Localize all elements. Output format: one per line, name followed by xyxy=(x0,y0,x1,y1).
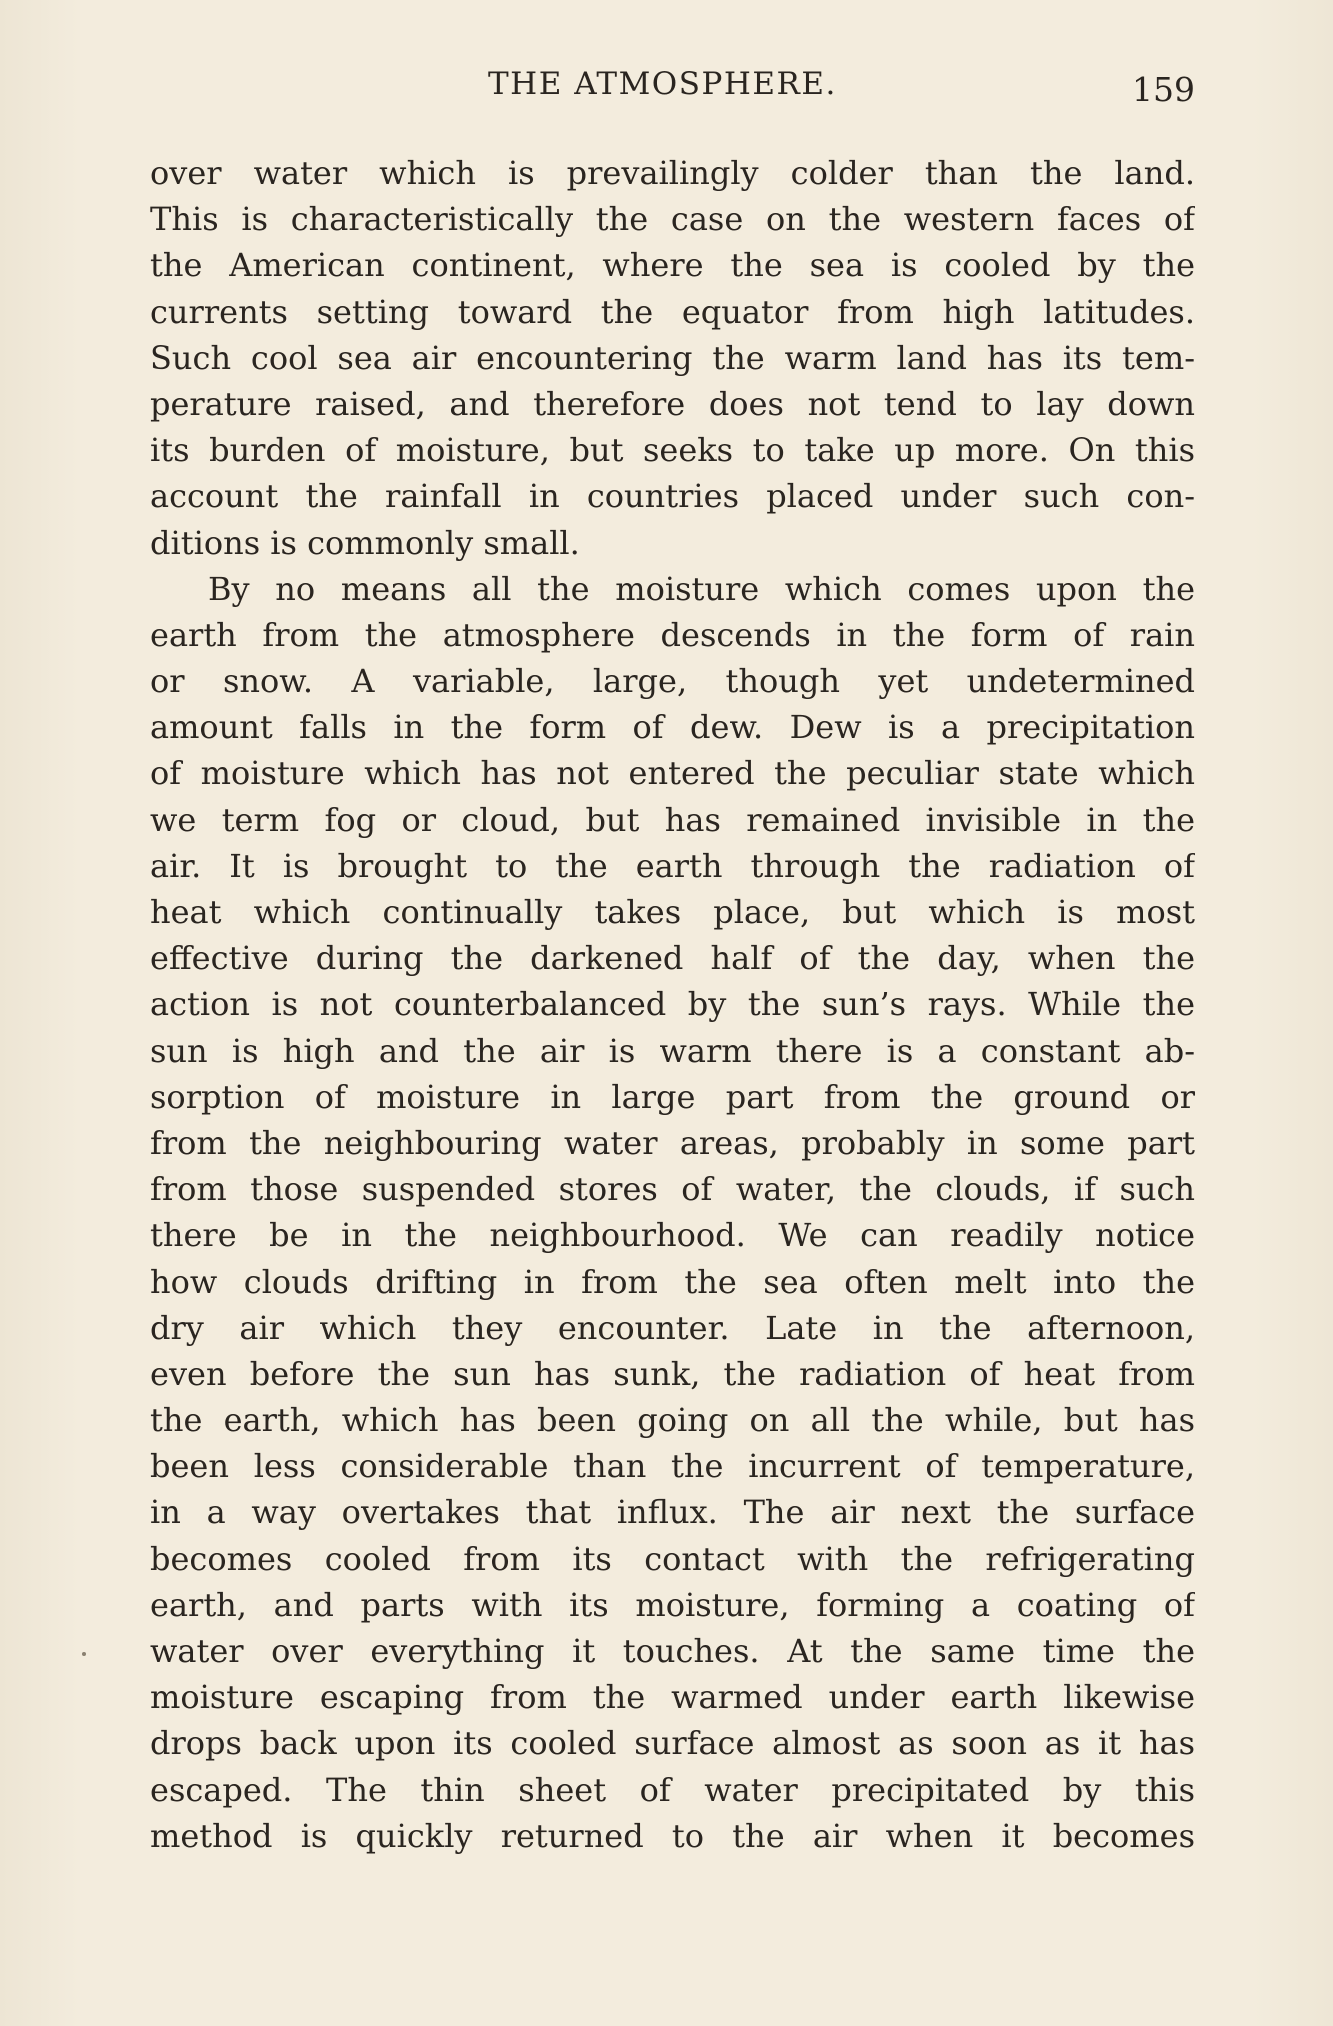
text-line: air. It is brought to the earth through the radiation of xyxy=(150,846,1195,885)
text-line: the American continent, where the sea is cooled by the xyxy=(150,246,1195,285)
text-line: drops back upon its cooled surface almost as soon as it has xyxy=(150,1724,1195,1763)
text-line: even before the sun has sunk, the radiation of heat from xyxy=(150,1354,1195,1393)
text-line: This is characteristically the case on the western faces of xyxy=(150,200,1195,239)
text-line: heat which continually takes place, but which is most xyxy=(150,893,1195,931)
text-line: currents setting toward the equator from high latitudes. xyxy=(150,292,1195,331)
text-line: or snow. A variable, large, though yet undetermined xyxy=(150,662,1195,701)
text-line: dry air which they encounter. Late in the afternoon, xyxy=(150,1308,1195,1347)
text-line: in a way overtakes that influx. The air next the surface xyxy=(150,1493,1195,1532)
text-line: earth, and parts with its moisture, forming a coating of xyxy=(150,1585,1195,1624)
text-line: water over everything it touches. At the same time the xyxy=(150,1632,1195,1670)
paragraph xyxy=(150,566,1195,1859)
text-line: effective during the darkened half of the day, when the xyxy=(150,939,1195,978)
text-line: its burden of moisture, but seeks to take up more. On this xyxy=(150,431,1195,470)
text-line: the earth, which has been going on all the while, but has xyxy=(150,1401,1195,1440)
text-line: perature raised, and therefore does not tend to lay down xyxy=(150,384,1195,423)
text-line: method is quickly returned to the air when it becomes xyxy=(150,1816,1195,1855)
text-line: amount falls in the form of dew. Dew is a precipitation xyxy=(150,708,1195,747)
margin-speck xyxy=(82,1652,86,1656)
text-line: of moisture which has not entered the peculiar state which xyxy=(150,754,1195,793)
page-number: 159 xyxy=(1132,70,1195,109)
text-line: from the neighbouring water areas, probably in some part xyxy=(150,1123,1195,1162)
paragraph xyxy=(150,150,1195,566)
text-line: we term fog or cloud, but has remained invisible in the xyxy=(150,800,1195,839)
text-line: Such cool sea air encountering the warm land has its tem- xyxy=(150,338,1195,377)
text-line: action is not counterbalanced by the sun’s rays. While the xyxy=(150,985,1195,1024)
text-line: moisture escaping from the warmed under earth likewise xyxy=(150,1678,1195,1717)
text-line: how clouds drifting in from the sea often melt into the xyxy=(150,1262,1195,1301)
text-line: ditions is commonly small. xyxy=(150,523,580,562)
running-title: THE ATMOSPHERE. xyxy=(488,66,837,102)
text-line: there be in the neighbourhood. We can readily notice xyxy=(150,1216,1195,1255)
text-line: earth from the atmosphere descends in the form of rain xyxy=(150,615,1195,654)
text-line: sorption of moisture in large part from the ground or xyxy=(150,1077,1195,1116)
text-line: over water which is prevailingly colder than the land. xyxy=(150,154,1195,192)
body-text xyxy=(150,150,1195,1859)
text-line: been less considerable than the incurrent of temperature, xyxy=(150,1447,1195,1486)
running-head xyxy=(150,66,1195,116)
text-line: becomes cooled from its contact with the refrigerating xyxy=(150,1539,1195,1578)
text-line: account the rainfall in countries placed under such con- xyxy=(150,477,1195,516)
text-line: from those suspended stores of water, the clouds, if such xyxy=(150,1170,1195,1209)
text-line: escaped. The thin sheet of water precipitated by this xyxy=(150,1770,1195,1809)
text-line: sun is high and the air is warm there is a constant ab- xyxy=(150,1031,1195,1070)
text-line: By no means all the moisture which comes upon the xyxy=(208,569,1195,608)
